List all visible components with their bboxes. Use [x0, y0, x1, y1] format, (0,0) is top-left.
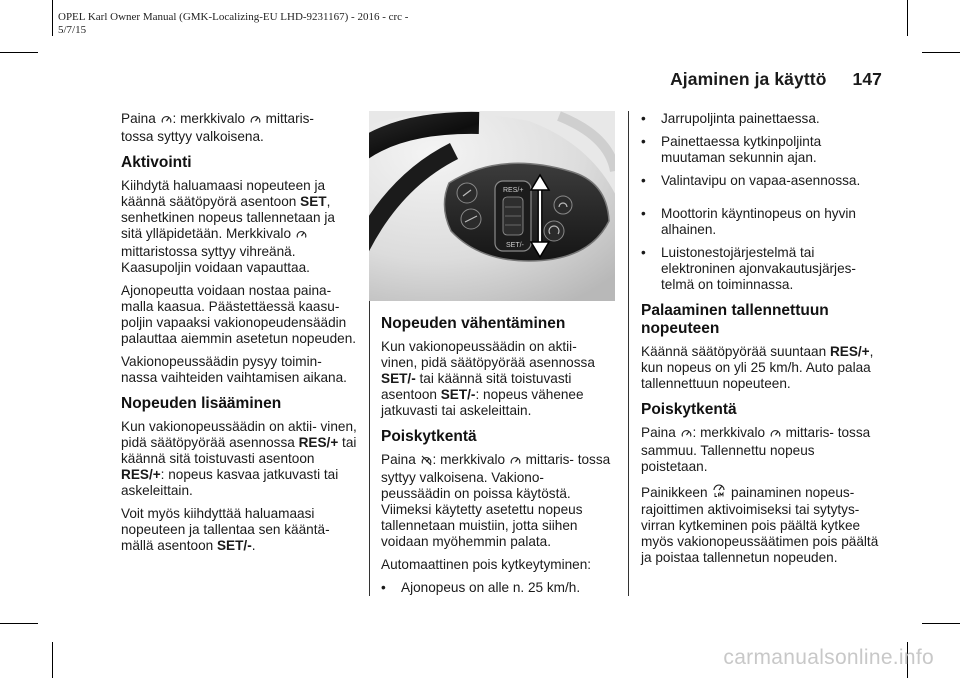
- text: Voit myös kiihdyttää haluamaasi nopeuteen ja tallentaa sen kääntä- mällä asentoon: [121, 506, 330, 553]
- text: : merkkivalo: [432, 452, 509, 467]
- text: mittaris-: [261, 111, 314, 126]
- meta-line: OPEL Karl Owner Manual (GMK-Localizing-EU LHD-9231167) - 2016 - crc -: [58, 11, 409, 23]
- figure-label-res: RES/+: [503, 187, 524, 194]
- list-item-text: Ajonopeus on alle n. 25 km/h.: [401, 580, 581, 595]
- cruise-control-icon: [681, 427, 692, 443]
- page-number: 147: [852, 69, 882, 89]
- cruise-control-icon: [770, 427, 781, 443]
- text: tossa syttyy valkoisena.: [121, 129, 264, 144]
- crop-mark: [907, 0, 908, 36]
- crop-mark: [52, 0, 53, 36]
- paragraph: [381, 452, 615, 550]
- cruise-control-icon: [250, 113, 261, 129]
- paragraph: [381, 339, 615, 419]
- text: Kun vakionopeussäädin on aktii- vinen, pidä säätöpyörää asennossa: [381, 339, 595, 370]
- paragraph: [641, 425, 881, 475]
- text: , kun nopeus on yli 25 km/h. Auto palaa tallennettuun nopeuteen.: [641, 344, 874, 391]
- crop-mark: [0, 623, 38, 624]
- cruise-cancel-icon: [421, 454, 432, 470]
- text: Paina: [381, 452, 420, 467]
- list-item-text: Valintavipu on vapaa-asennossa.: [661, 173, 861, 188]
- cruise-control-icon: [161, 113, 172, 129]
- text: .: [251, 538, 256, 553]
- bullet-marker: •: [641, 245, 646, 260]
- text: Kun vakionopeussäädin on aktii- vinen, pidä säätöpyörää asennossa: [121, 419, 357, 450]
- list-item: [381, 580, 615, 596]
- heading-poiskytkenta: Poiskytkentä: [641, 401, 737, 418]
- bullet-marker: •: [641, 173, 646, 188]
- text: Kiihdytä haluamaasi nopeuteen ja käännä säätöpyörä asentoon: [121, 178, 326, 209]
- column-right: [641, 111, 881, 573]
- crop-mark: [52, 642, 53, 678]
- paragraph: [641, 482, 881, 566]
- heading-nopeuden-lisaaminen: Nopeuden lisääminen: [121, 395, 282, 412]
- text: Käännä säätöpyörää suuntaan: [641, 344, 830, 359]
- list-item-text: Painettaessa kytkinpoljinta muutaman sekunnin ajan.: [661, 134, 822, 165]
- heading-aktivointi: Aktivointi: [121, 154, 192, 171]
- steering-wheel-figure: [369, 111, 615, 301]
- list-item: [641, 245, 881, 293]
- text: : nopeus vähenee jatkuvasti tai askeleittain.: [381, 387, 584, 418]
- bold-term: RES/+: [121, 467, 161, 482]
- text: : merkkivalo: [172, 111, 249, 126]
- bold-term: SET/-: [440, 387, 476, 402]
- bold-term: SET: [300, 194, 327, 209]
- list-item: [641, 206, 881, 238]
- paragraph: [121, 419, 357, 499]
- heading-nopeuden-vahentaminen: Nopeuden vähentäminen: [381, 315, 566, 332]
- intro-paragraph: [121, 111, 357, 145]
- cruise-control-icon: [296, 228, 307, 244]
- paragraph: Automaattinen pois kytkeytyminen:: [381, 557, 592, 572]
- heading-poiskytkenta: Poiskytkentä: [381, 428, 477, 445]
- cruise-control-icon: [510, 454, 521, 470]
- text: : nopeus kasvaa jatkuvasti tai askeleittain.: [121, 467, 339, 498]
- bullet-marker: •: [641, 111, 646, 126]
- crop-mark: [0, 52, 38, 53]
- bullet-marker: •: [641, 134, 646, 149]
- text: Paina: [121, 111, 160, 126]
- text: painaminen nopeus- rajoittimen aktivoimiseksi tai sytytys- virran kytkeminen pois päältä kytkee myös vakionopeussäätimen pois päältä ja poistaa tallennetun nopeuden.: [641, 485, 879, 565]
- list-item-text: Moottorin käyntinopeus on hyvin alhainen.: [661, 206, 856, 237]
- text: tai käännä sitä toistuvasti asentoon: [381, 371, 572, 402]
- bold-term: RES/+: [829, 344, 870, 359]
- crop-mark: [922, 623, 960, 624]
- list-item: [641, 134, 881, 166]
- text: Paina: [641, 425, 680, 440]
- heading-palaaminen: Palaaminen tallennettuun nopeuteen: [641, 302, 829, 337]
- text: : merkkivalo: [692, 425, 769, 440]
- document-meta: [58, 11, 528, 37]
- text: Painikkeen: [641, 485, 712, 500]
- text: , senhetkinen nopeus tallennetaan ja sitä ylläpidetään. Merkkivalo: [121, 194, 335, 241]
- column-left: [121, 111, 357, 561]
- paragraph: Vakionopeussäädin pysyy toimin- nassa vaihteiden vaihtamisen aikana.: [121, 354, 347, 385]
- text: tai käännä sitä toistuvasti asentoon: [121, 435, 357, 466]
- list-item: [641, 111, 881, 127]
- speed-limiter-icon: [712, 482, 726, 502]
- bold-term: SET/-: [216, 538, 252, 553]
- list-item-text: Jarrupoljinta painettaessa.: [661, 111, 820, 126]
- bullet-marker: •: [641, 206, 646, 221]
- figure-label-set: SET/-: [506, 242, 524, 249]
- list-item-text: Luistonestojärjestelmä tai elektroninen ajonvakautusjärjes- telmä on toiminnassa.: [661, 245, 856, 292]
- list-item: [641, 173, 881, 189]
- steering-wheel-illustration: [369, 111, 615, 301]
- paragraph: Ajonopeutta voidaan nostaa paina- malla kaasua. Päästettäessä kaasu- poljin vapaaksi vakionopeudensäädin palauttaa aiemmin asetetun nopeuden.: [121, 283, 357, 346]
- paragraph: [641, 344, 881, 392]
- bold-term: SET/-: [381, 371, 416, 386]
- paragraph: [121, 506, 357, 554]
- text: mittaristossa syttyy vihreänä. Kaasupoljin voidaan vapauttaa.: [121, 244, 310, 275]
- meta-line: 5/7/15: [58, 24, 87, 36]
- bullet-marker: •: [381, 580, 386, 595]
- section-title: Ajaminen ja käyttö: [670, 69, 827, 89]
- watermark: carmanualsonline.info: [723, 646, 934, 669]
- text: mittaris- tossa syttyy valkoisena. Vakiono- peussäädin on poissa käytöstä. Viimeksi käytetty asetettu nopeus tallennetaan muistiin, jotta siihen voidaan myöhemmin palata.: [381, 452, 611, 549]
- column-middle: [381, 306, 615, 603]
- crop-mark: [922, 52, 960, 53]
- column-divider: [628, 111, 629, 596]
- paragraph: [121, 178, 357, 276]
- bold-term: RES/+: [298, 435, 339, 450]
- running-header: [670, 69, 882, 90]
- text: mittaris- tossa sammuu. Tallennettu nopeus poistetaan.: [641, 425, 871, 474]
